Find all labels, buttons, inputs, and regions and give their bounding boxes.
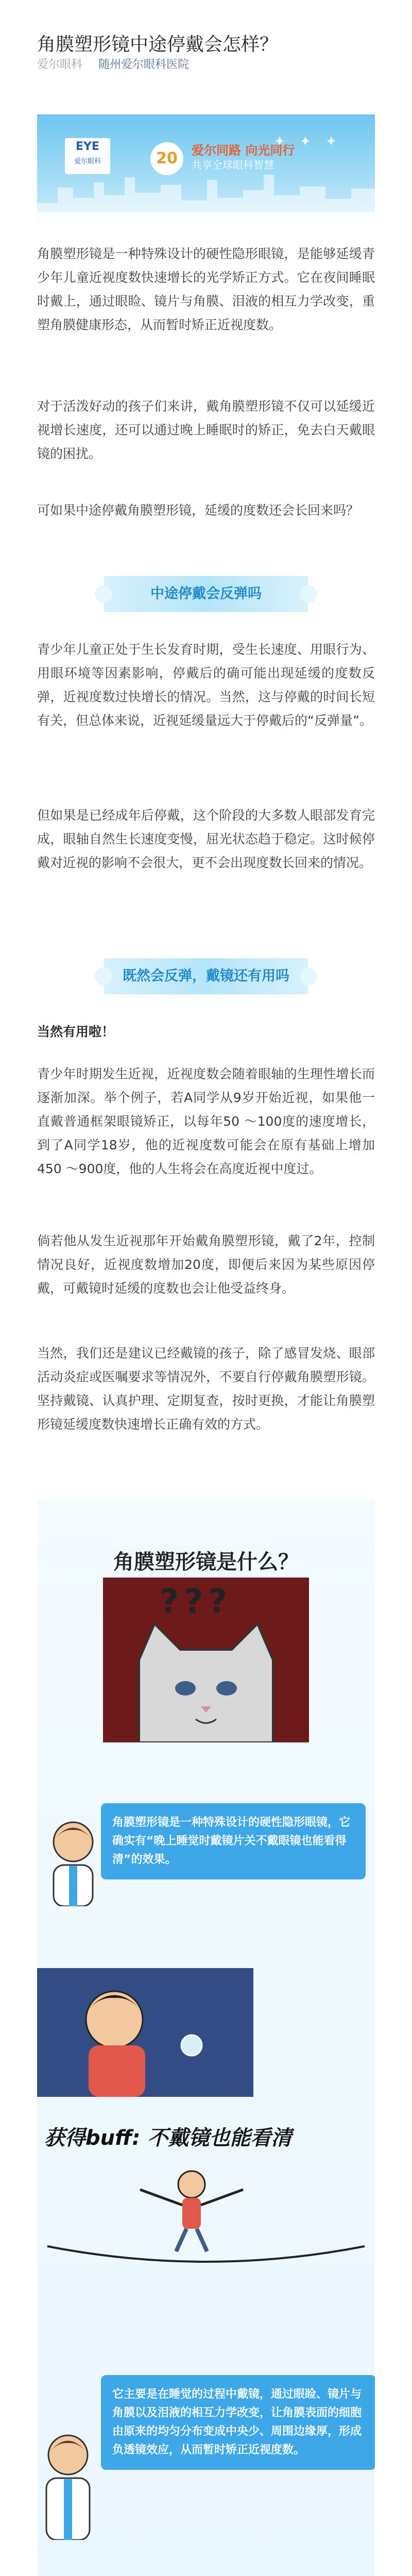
boy-with-lens-icon [37, 1968, 253, 2097]
boost-title: 获得buff: 不戴镜也能看清 [44, 2126, 292, 2150]
city-skyline-icon [37, 167, 375, 224]
paragraph-example: 青少年时期发生近视，近视度数会随着眼轴的生理性增长而逐渐加深。举个例子，若A同学从9岁开始近视，如果他一直戴普通框架眼镜矫正，以每年50 ～100度的速度增长，到了A同学18岁，他的近视度数可能会在原有基础上增加450 ～900度，他的人生将会在高度近视中度过。 [37, 1066, 375, 1176]
banner-slogan-1: 爱尔同路 向光同行 [192, 143, 295, 158]
paragraph-question: 可如果中途停戴角膜塑形镜，延缓的度数还会长回来吗？ [37, 503, 359, 518]
logo-text: EYE [76, 140, 99, 153]
section-title-rebound: 中途停戴会反弹吗 [104, 576, 308, 612]
article-meta [37, 56, 189, 72]
doctor-avatar-icon [42, 1819, 104, 1906]
anniversary-badge: 20 [150, 142, 183, 175]
paragraph-advice: 当然，我们还是建议已经戴镜的孩子，除了感冒发烧、眼部活动炎症或医嘱要求等情况外，不要自行停戴角膜塑形镜。坚持戴镜、认真护理、定期复查，按时更换，才能让角膜塑形镜延缓度数快速增长正确有效的方式。 [37, 1346, 375, 1432]
paragraph-intro: 角膜塑形镜是一种特殊设计的硬性隐形眼镜，是能够延缓青少年儿童近视度数快速增长的光学矫正方式。它在夜间睡眠时戴上，通过眼睑、镜片与角膜、泪液的相互力学改变，重塑角膜健康形态，从而暂时矫正近视度数。 [37, 246, 375, 332]
callout-mechanism: 它主要是在睡觉的过程中戴镜，通过眼睑、镜片与角膜以及泪液的相互力学改变，让角膜表面的细胞由原来的均匀分布变成中央少、周围边缘厚，形成负透镜效应，从而暂时矫正近视度数。 [101, 2375, 375, 2470]
paragraph-adult: 但如果是已经成年后停戴，这个阶段的大多数人眼部发育完成，眼轴自然生长速度变慢，屈光状态趋于稳定。这时候停戴对近视的影响不会很大，更不会出现度数长回来的情况。 [37, 808, 375, 870]
paragraph-youth: 青少年儿童正处于生长发育时期，受生长速度、用眼行为、用眼环境等因素影响，停戴后的确可能出现延缓的度数反弹，近视度数过快增长的情况。当然，这与停戴的时间长短有关，但总体来说，近视延缓量远大于停戴后的“反弹量”。 [37, 642, 375, 728]
account-link[interactable]: 随州爱尔眼科医院 [98, 58, 190, 71]
cat-face-icon [103, 1578, 309, 1742]
cat-illustration [103, 1578, 309, 1742]
source-label: 爱尔眼科 [37, 58, 83, 71]
infographic [37, 1499, 375, 2576]
infographic-question-title: 角膜塑形镜是什么？ [113, 1550, 299, 1574]
paragraph-benefit: 对于活泼好动的孩子们来讲，戴角膜塑形镜不仅可以延缓近视增长速度，还可以通过晚上睡眠时的矫正，免去白天戴眼镜的困扰。 [37, 399, 375, 461]
question-mark-icon: ??? [160, 1583, 233, 1621]
header-banner [37, 114, 375, 224]
article-title: 角膜塑形镜中途停戴会怎样？ [37, 34, 279, 56]
star-icon: ✦ ✦ ✦ [274, 134, 342, 149]
section-title-still-useful: 既然会反弹，戴镜还有用吗 [104, 958, 308, 994]
callout-definition: 角膜塑形镜是一种特殊设计的硬性隐形眼镜，它确实有“晚上睡觉时戴镜片关不戴眼镜也能看得清”的效果。 [101, 1803, 366, 1879]
paragraph-control: 倘若他从发生近视那年开始戴角膜塑形镜，戴了2年，控制情况良好，近视度数增加20度，即便后来因为某些原因停戴，可戴镜时延缓的度数也会让他受益终身。 [37, 1233, 375, 1296]
paragraph-answer: 当然有用啦！ [37, 1024, 115, 1039]
doctor-avatar-icon [37, 2432, 99, 2540]
logo-subtext: 爱尔眼科 [74, 158, 101, 165]
banner-slogan-2: 共享全球眼科智慧 [192, 159, 274, 171]
balance-boy-icon [37, 2159, 375, 2277]
